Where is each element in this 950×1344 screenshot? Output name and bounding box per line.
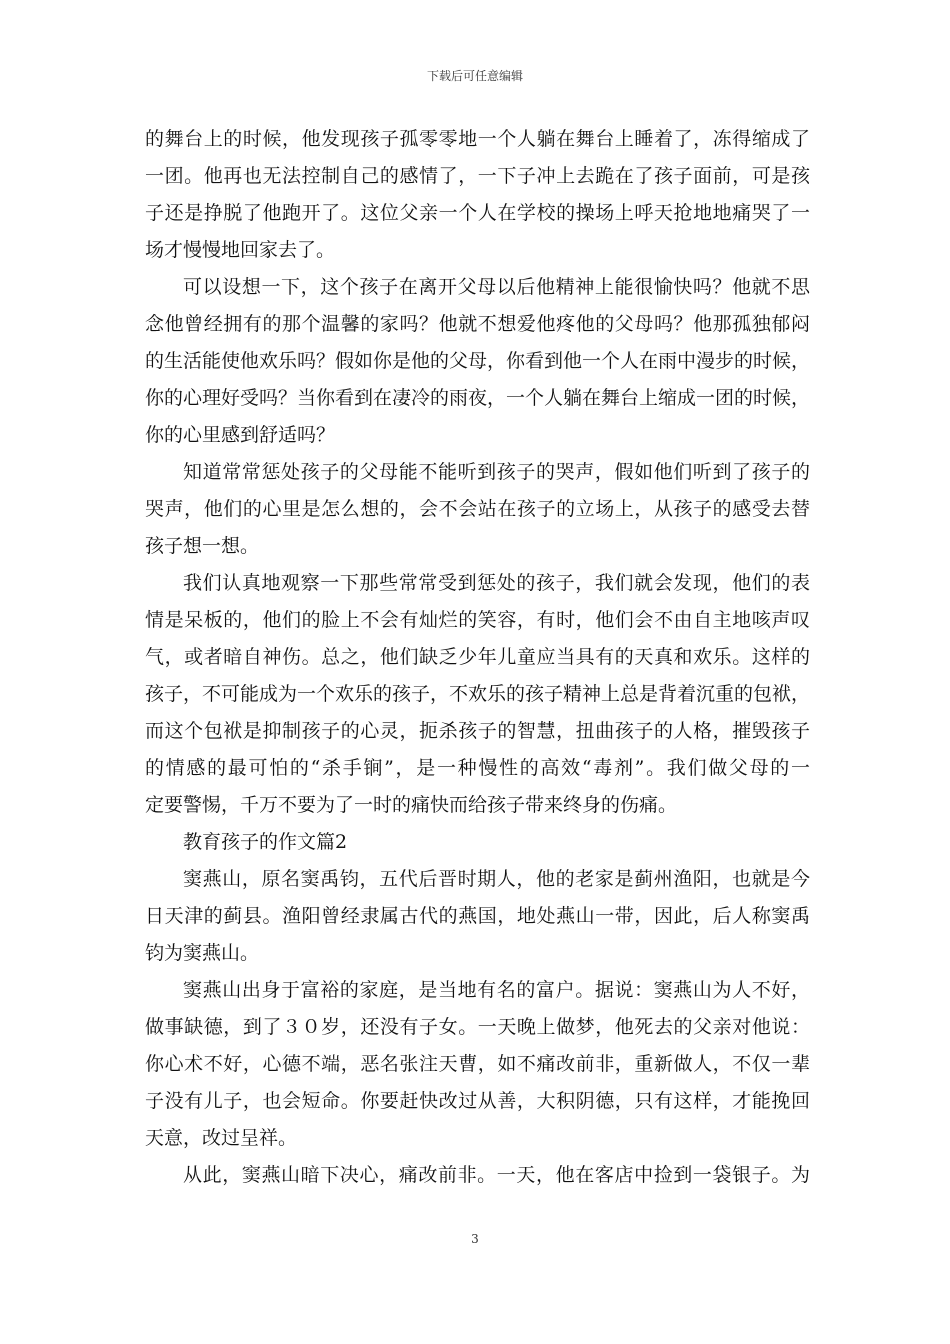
text-line: 而这个包袱是抑制孩子的心灵，扼杀孩子的智慧，扭曲孩子的人格，摧毁孩子	[145, 720, 810, 742]
page-number: 3	[471, 1232, 479, 1246]
text-line: 的舞台上的时候，他发现孩子孤零零地一个人躺在舞台上睡着了，冻得缩成了	[145, 128, 810, 150]
text-line: 钧为窦燕山。	[145, 942, 260, 964]
text-line: 天意，改过呈祥。	[145, 1127, 298, 1149]
text-line: 哭声，他们的心里是怎么想的，会不会站在孩子的立场上，从孩子的感受去替	[145, 498, 810, 520]
text-line: 窦燕山出身于富裕的家庭，是当地有名的富户。据说：窦燕山为人不好，	[183, 979, 810, 1001]
text-line: 你的心里感到舒适吗？	[145, 424, 336, 446]
text-line: 定要警惕，千万不要为了一时的痛快而给孩子带来终身的伤痛。	[145, 794, 678, 816]
text-line: 可以设想一下，这个孩子在离开父母以后他精神上能很愉快吗？他就不思	[183, 276, 810, 298]
text-line: 知道常常惩处孩子的父母能不能听到孩子的哭声，假如他们听到了孩子的	[183, 461, 810, 483]
text-line: 一团。他再也无法控制自己的感情了，一下子冲上去跪在了孩子面前，可是孩	[145, 165, 810, 187]
text-line: 窦燕山，原名窦禹钧，五代后晋时期人，他的老家是蓟州渔阳，也就是今	[183, 868, 810, 890]
text-line: 孩子想一想。	[145, 535, 260, 557]
text-line: 的情感的最可怕的“杀手锏”，是一种慢性的高效“毒剂”。我们做父母的一	[145, 757, 810, 779]
text-line: 孩子，不可能成为一个欢乐的孩子，不欢乐的孩子精神上总是背着沉重的包袱，	[145, 683, 811, 705]
body-text	[145, 121, 810, 1194]
text-line: 场才慢慢地回家去了。	[145, 239, 336, 261]
page-header: 下载后可任意编辑	[426, 69, 523, 83]
text-line: 从此，窦燕山暗下决心，痛改前非。一天，他在客店中捡到一袋银子。为	[183, 1164, 810, 1186]
text-line: 教育孩子的作文篇2	[183, 831, 348, 853]
text-line: 你的心理好受吗？当你看到在凄冷的雨夜，一个人躺在舞台上缩成一团的时候，	[145, 387, 811, 409]
text-line: 做事缺德，到了３０岁，还没有子女。一天晚上做梦，他死去的父亲对他说：	[145, 1016, 810, 1038]
text-line: 我们认真地观察一下那些常常受到惩处的孩子，我们就会发现，他们的表	[183, 572, 810, 594]
text-line: 子没有儿子，也会短命。你要赶快改过从善，大积阴德，只有这样，才能挽回	[145, 1090, 810, 1112]
text-line: 念他曾经拥有的那个温馨的家吗？他就不想爱他疼他的父母吗？他那孤独郁闷	[145, 313, 810, 335]
text-line: 气，或者暗自神伤。总之，他们缺乏少年儿童应当具有的天真和欢乐。这样的	[145, 646, 810, 668]
text-line: 的生活能使他欢乐吗？假如你是他的父母，你看到他一个人在雨中漫步的时候，	[145, 350, 811, 372]
text-line: 情是呆板的，他们的脸上不会有灿烂的笑容，有时，他们会不由自主地咳声叹	[145, 609, 810, 631]
text-line: 你心术不好，心德不端，恶名张注天曹，如不痛改前非，重新做人，不仅一辈	[145, 1053, 810, 1075]
text-line: 日天津的蓟县。渔阳曾经隶属古代的燕国，地处燕山一带，因此，后人称窦禹	[145, 905, 810, 927]
text-line: 子还是挣脱了他跑开了。这位父亲一个人在学校的操场上呼天抢地地痛哭了一	[145, 202, 810, 224]
